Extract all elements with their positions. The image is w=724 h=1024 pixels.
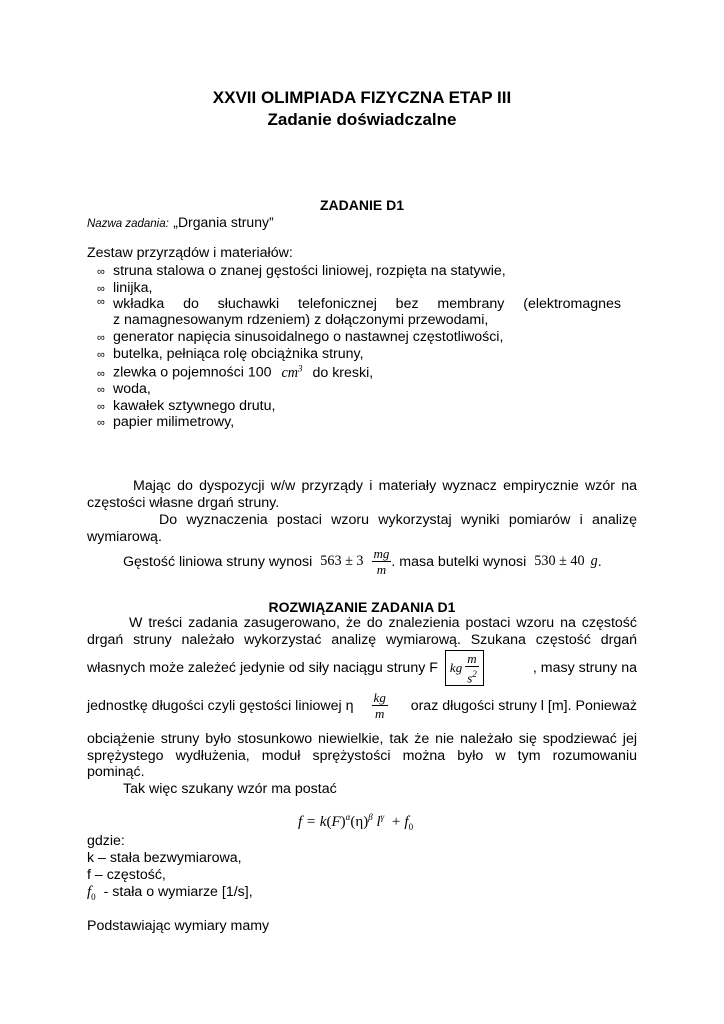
solution-line: pominąć. bbox=[87, 764, 145, 780]
paragraph-line: wymiarową. bbox=[87, 529, 162, 545]
title-line-1: XXVII OLIMPIADA FIZYCZNA ETAP III bbox=[212, 88, 512, 107]
mass-end: . bbox=[597, 553, 602, 570]
solution-heading: ROZWIĄZANIE ZADANIA D1 bbox=[268, 599, 456, 615]
definition-k: k – stała bezwymiarowa, bbox=[87, 850, 242, 866]
list-item bbox=[97, 398, 275, 414]
paragraph-line: Do wyznaczenia postaci wzoru wykorzystaj wyniki pomiarów i analizę bbox=[159, 512, 637, 528]
list-item-text: papier milimetrowy, bbox=[113, 414, 235, 430]
solution-line: Tak więc szukany wzór ma postać bbox=[123, 781, 337, 797]
force-unit: kg $\frac{m}{s^2}$ bbox=[445, 650, 484, 686]
density-unit: $\frac{mg}{m}$ bbox=[373, 546, 390, 577]
list-item-text: woda, bbox=[113, 381, 151, 397]
task-name-label: Nazwa zadania: bbox=[87, 218, 169, 230]
solution-line-text: oraz długości struny l [m]. Ponieważ bbox=[410, 697, 637, 714]
equipment-heading: Zestaw przyrządów i materiałów: bbox=[87, 245, 293, 261]
list-item-text: generator napięcia sinusoidalnego o nastawnej częstotliwości, bbox=[113, 329, 504, 345]
solution-line: obciążenie struny było stosunkowo niewielkie, tak że nie należało się spodziewać jej bbox=[87, 731, 637, 747]
solution-line: drgań struny należało wykorzystać analizę wymiarową. Szukana częstość drgań bbox=[87, 632, 637, 648]
title-line-2: Zadanie doświadczalne bbox=[267, 110, 457, 129]
solution-line: W treści zadania zasugerowano, że do znalezienia postaci wzoru na częstość bbox=[129, 615, 637, 631]
bullet-icon: ∞ bbox=[97, 401, 105, 413]
bullet-icon: ∞ bbox=[97, 384, 105, 396]
list-item bbox=[97, 263, 506, 279]
list-item-text: wkładka do słuchawki telefonicznej bez membrany (elektromagnes bbox=[113, 296, 621, 312]
density-text: Gęstość liniowa struny wynosi bbox=[123, 553, 313, 570]
mass-text: . masa butelki wynosi bbox=[391, 553, 527, 570]
task-label: ZADANIE D1 bbox=[319, 197, 404, 213]
volume-unit: $cm^3$ bbox=[281, 363, 303, 381]
closing-line: Podstawiając wymiary mamy bbox=[87, 918, 270, 934]
list-item bbox=[97, 363, 373, 382]
list-item bbox=[97, 414, 234, 430]
density-value: 563 ± 3 bbox=[320, 553, 364, 569]
paragraph-line: Mając do dyspozycji w/w przyrządy i materiały wyznacz empirycznie wzór na bbox=[133, 478, 637, 494]
list-item-text: zlewka o pojemności 100 bbox=[113, 364, 272, 381]
solution-line: sprężystego wydłużenia, moduł sprężystości można było w tym rozumowaniu bbox=[87, 748, 637, 764]
solution-line-text: własnych może zależeć jedynie od siły naciągu struny F bbox=[87, 660, 438, 676]
list-item-text: kawałek sztywnego drutu, bbox=[113, 398, 276, 414]
list-item-tail: do kreski, bbox=[312, 364, 374, 381]
definition-f0: $f_0$ - stała o wymiarze [1/s], bbox=[87, 884, 253, 902]
list-item bbox=[97, 346, 364, 362]
list-item bbox=[97, 296, 621, 312]
list-item bbox=[97, 381, 151, 397]
solution-line-density bbox=[87, 690, 637, 721]
solution-line-text: , masy struny na bbox=[532, 660, 637, 676]
paragraph-line: częstości własne drgań struny. bbox=[87, 495, 280, 511]
list-item bbox=[97, 280, 152, 296]
solution-line-force bbox=[87, 650, 637, 686]
list-item-continuation: z namagnesowanym rdzeniem) z dołączonymi przewodami, bbox=[113, 312, 489, 328]
where-label: gdzie: bbox=[87, 833, 125, 849]
bullet-icon: ∞ bbox=[97, 266, 105, 278]
list-item-text: linijka, bbox=[113, 280, 153, 296]
given-values-line bbox=[123, 546, 602, 577]
task-name-value: „Drgania struny” bbox=[173, 214, 274, 230]
list-item-text: struna stalowa o znanej gęstości liniowej, rozpięta na statywie, bbox=[113, 263, 506, 279]
list-item bbox=[97, 329, 503, 345]
mass-unit: g bbox=[590, 553, 598, 569]
bullet-icon: ∞ bbox=[97, 332, 105, 344]
definition-f: f – częstość, bbox=[87, 867, 166, 883]
task-name bbox=[87, 214, 274, 232]
bullet-icon: ∞ bbox=[97, 283, 105, 295]
bullet-icon: ∞ bbox=[97, 349, 105, 361]
formula: $f = k(F)^\alpha(\eta)^\beta$ $l^\gamma + f_0$ bbox=[298, 812, 414, 832]
bullet-icon: ∞ bbox=[97, 296, 105, 308]
list-item-text: butelka, pełniąca rolę obciążnika struny, bbox=[113, 346, 364, 362]
bullet-icon: ∞ bbox=[97, 367, 105, 380]
mass-value: 530 ± 40 bbox=[534, 553, 585, 569]
linear-density-unit: $\frac{kg}{m}$ bbox=[373, 690, 386, 721]
solution-line-text: jednostkę długości czyli gęstości liniowej η bbox=[87, 697, 354, 714]
bullet-icon: ∞ bbox=[97, 417, 105, 429]
